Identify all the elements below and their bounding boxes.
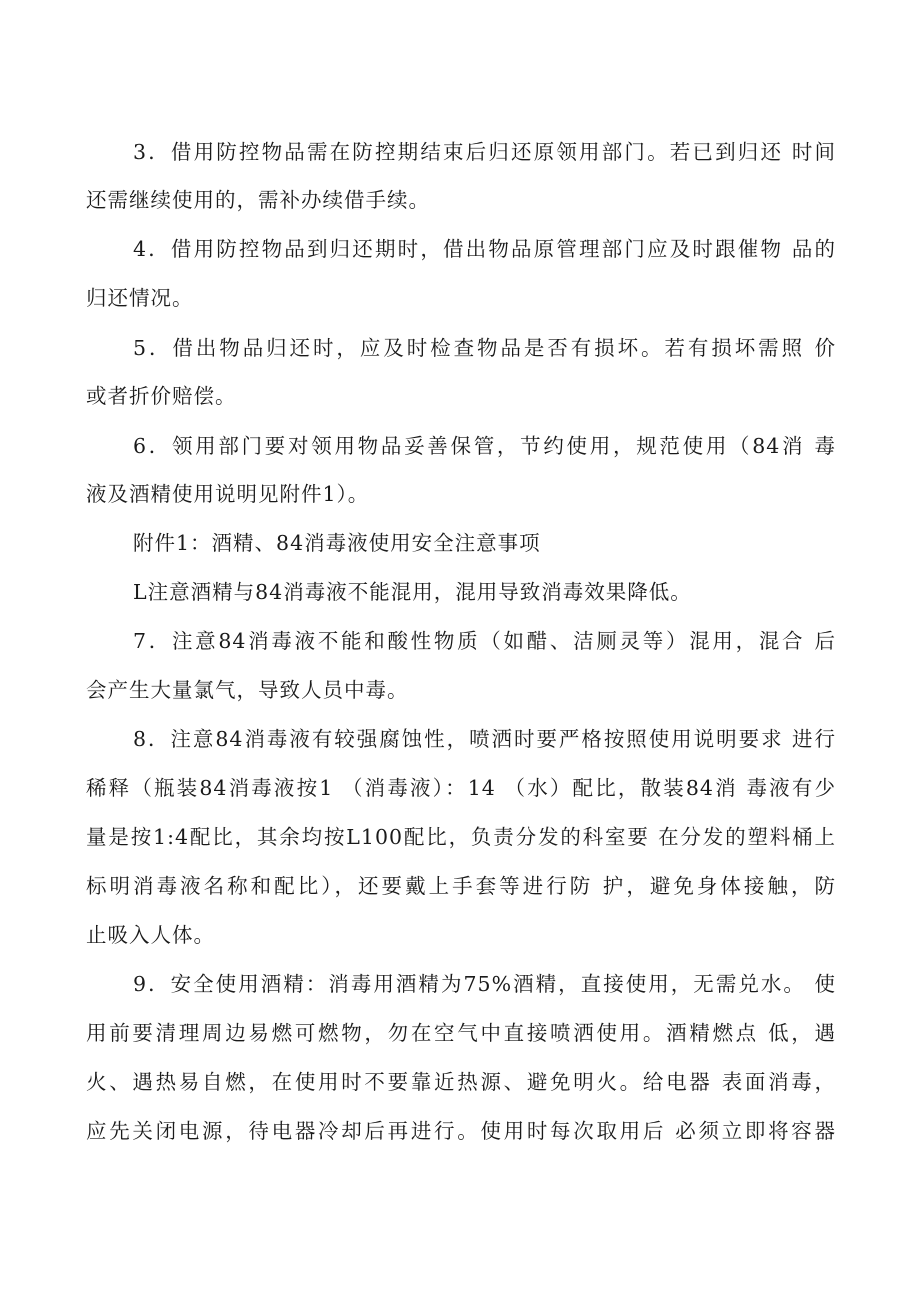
paragraph-line: 用前要清理周边易燃可燃物，勿在空气中直接喷洒使用。酒精燃点 低，遇 bbox=[86, 1021, 836, 1045]
paragraph-line: 还需继续使用的，需补办续借手续。 bbox=[86, 188, 430, 212]
paragraph-line: L注意酒精与84消毒液不能混用，混用导致消毒效果降低。 bbox=[133, 580, 692, 604]
paragraph-line: 9．安全使用酒精：消毒用酒精为75%酒精，直接使用，无需兑水。 使 bbox=[133, 972, 836, 996]
paragraph-line: 8．注意84消毒液有较强腐蚀性，喷洒时要严格按照使用说明要求 进行 bbox=[133, 727, 836, 751]
paragraph-line: 4．借用防控物品到归还期时，借出物品原管理部门应及时跟催物 品的 bbox=[133, 237, 836, 261]
paragraph-line: 7．注意84消毒液不能和酸性物质（如醋、洁厕灵等）混用，混合 后 bbox=[133, 629, 836, 653]
paragraph-line: 3．借用防控物品需在防控期结束后归还原领用部门。若已到归还 时间 bbox=[133, 140, 836, 164]
paragraph-line: 液及酒精使用说明见附件1）。 bbox=[86, 482, 370, 506]
paragraph-line: 会产生大量氯气，导致人员中毒。 bbox=[86, 678, 409, 702]
paragraph-line: 量是按1:4配比，其余均按L100配比，负责分发的科室要 在分发的塑料桶上 bbox=[86, 825, 836, 849]
appendix-title: 附件1：酒精、84消毒液使用安全注意事项 bbox=[133, 531, 541, 555]
paragraph-line: 6．领用部门要对领用物品妥善保管，节约使用，规范使用（84消 毒 bbox=[133, 434, 836, 458]
paragraph-line: 应先关闭电源，待电器冷却后再进行。使用时每次取用后 必须立即将容器 bbox=[86, 1119, 836, 1143]
paragraph-line: 稀释（瓶装84消毒液按1 （消毒液）：14 （水）配比，散装84消 毒液有少 bbox=[86, 776, 836, 800]
paragraph-line: 标明消毒液名称和配比），还要戴上手套等进行防 护，避免身体接触，防 bbox=[86, 874, 836, 898]
paragraph-line: 5．借出物品归还时，应及时检查物品是否有损坏。若有损坏需照 价 bbox=[133, 336, 836, 360]
paragraph-line: 止吸入人体。 bbox=[86, 923, 215, 947]
paragraph-line: 归还情况。 bbox=[86, 286, 194, 310]
paragraph-line: 火、遇热易自燃，在使用时不要靠近热源、避免明火。给电器 表面消毒， bbox=[86, 1070, 836, 1094]
paragraph-line: 或者折价赔偿。 bbox=[86, 384, 237, 408]
